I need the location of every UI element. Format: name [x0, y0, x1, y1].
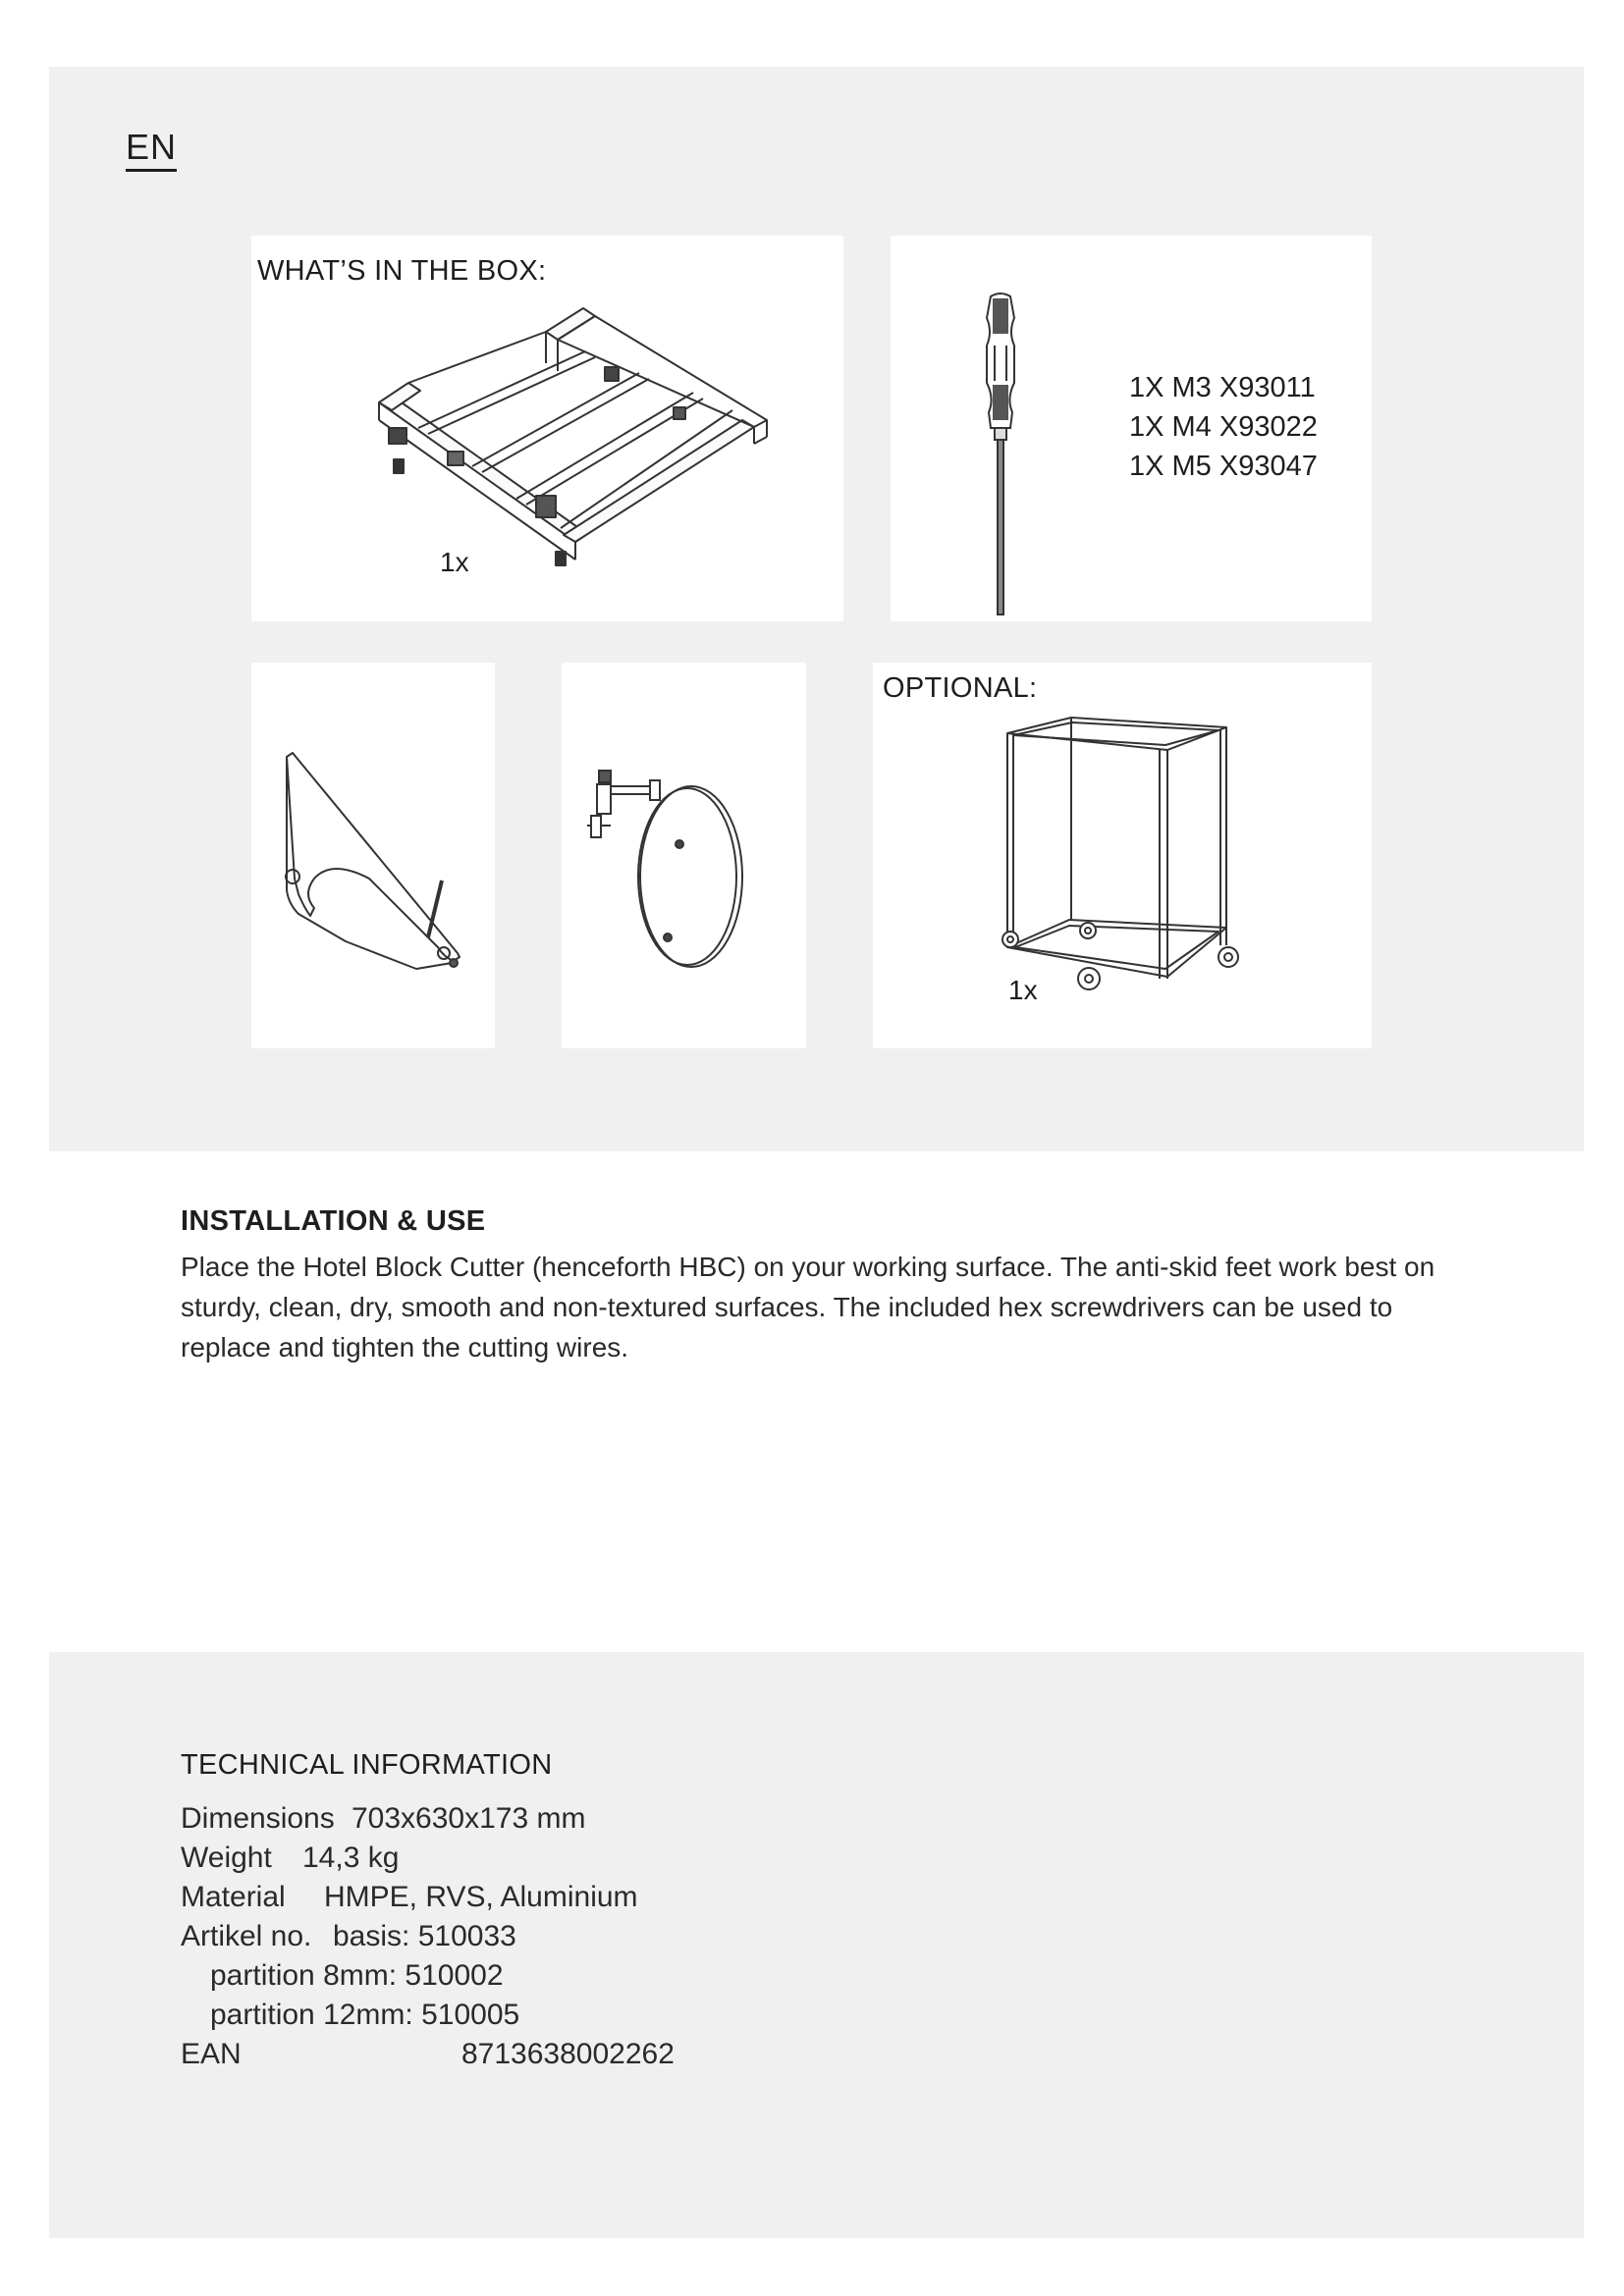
cutting-disc-icon: [562, 663, 806, 1048]
box-heading: WHAT’S IN THE BOX:: [257, 255, 547, 287]
artikel-partition-8: partition 8mm: 510002: [210, 1959, 504, 1992]
screwdriver-item: 1X M3 X93011: [1129, 372, 1316, 403]
ean-label: EAN: [181, 2038, 242, 2070]
installation-body: Place the Hotel Block Cutter (henceforth HBC) on your working surface. The anti-skid feet work best on sturdy, clean, dry, smooth and non-textured surfaces. The included hex screwdrivers can be used to replace and tighten the cutting wires.: [181, 1252, 1435, 1362]
cutter-quantity: 1x: [440, 547, 469, 577]
artikel-partition-12: partition 12mm: 510005: [210, 1999, 520, 2031]
panel-cutter: [251, 236, 843, 621]
ean-value: 8713638002262: [461, 2038, 675, 2070]
optional-heading: OPTIONAL:: [883, 672, 1038, 704]
panel-partition: [251, 663, 495, 1048]
dimensions-value: 703x630x173 mm: [352, 1802, 586, 1835]
weight-label: Weight: [181, 1842, 272, 1874]
partition-plate-icon: [251, 663, 495, 1048]
technical-heading: TECHNICAL INFORMATION: [181, 1749, 553, 1781]
panel-disc: [562, 663, 806, 1048]
material-value: HMPE, RVS, Aluminium: [324, 1881, 638, 1913]
dimensions-label: Dimensions: [181, 1802, 335, 1835]
installation-heading: INSTALLATION & USE: [181, 1205, 486, 1237]
panel-screwdrivers: [891, 236, 1372, 621]
language-tag: EN: [126, 128, 177, 172]
trolley-cart-icon: [873, 663, 1372, 1048]
trolley-quantity: 1x: [1008, 975, 1038, 1005]
block-cutter-frame-icon: [251, 236, 843, 621]
artikel-basis: basis: 510033: [333, 1920, 516, 1952]
material-label: Material: [181, 1881, 286, 1913]
screwdriver-item: 1X M4 X93022: [1129, 411, 1318, 443]
panel-trolley: [873, 663, 1372, 1048]
screwdriver-list: [1129, 368, 1318, 486]
artikel-label: Artikel no.: [181, 1920, 312, 1952]
weight-value: 14,3 kg: [302, 1842, 400, 1874]
screwdriver-item: 1X M5 X93047: [1129, 451, 1318, 482]
